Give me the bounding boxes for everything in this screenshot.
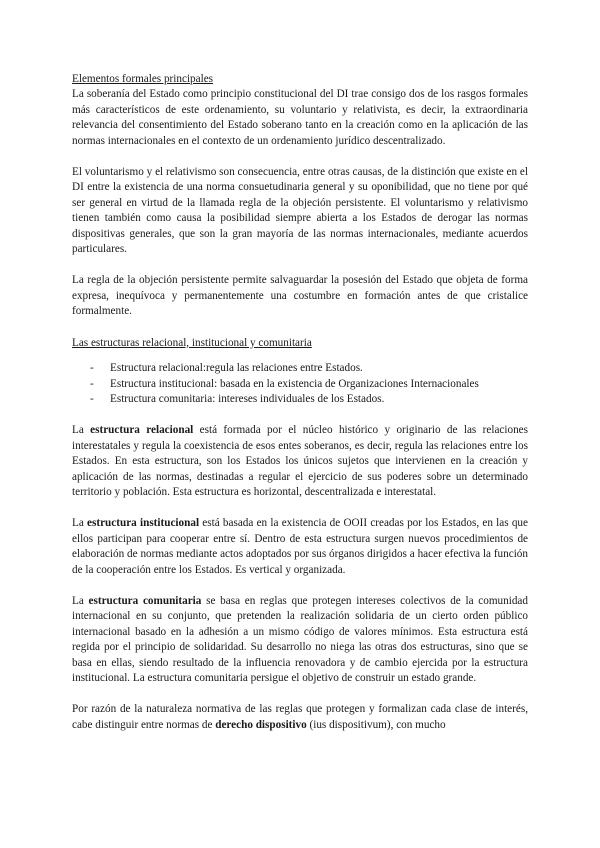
text-run: está formada por el núcleo histórico y originario de las relaciones interestatales y regula la coexistencia de esos entes soberanos, es decir, regula las relaciones entre los Estados. En esta estructura, son los Estados los únicos sujetos que intervienen en la creación y aplicación de las normas, destinadas a regular el ejercicio de sus poderes sobre un determinado territorio y población. Esta estructura es horizontal, descentralizada e interestatal. — [72, 424, 528, 498]
list-item-text: Estructura institucional: basada en la existencia de Organizaciones Internacionales — [110, 377, 479, 390]
list-item-text: Estructura relacional:regula las relaciones entre Estados. — [110, 362, 363, 375]
text-run: está basada en la existencia de OOII creadas por los Estados, en las que ellos participan para cooperar entre sí. Dentro de esta estructura surgen nuevos procedimientos de elaboración de normas mediante actos adoptados por sus órganos dirigidos a hacer efectiva la función de la cooperación entre los Estados. Es vertical y organizada. — [72, 517, 528, 576]
section-heading-formal-elements: Elementos formales principales — [72, 73, 214, 85]
paragraph-dispositive-law — [72, 702, 528, 733]
list-item — [72, 361, 528, 376]
paragraph-relational — [72, 423, 528, 500]
paragraph-sovereignty: La soberanía del Estado como principio constitucional del DI trae consigo dos de los rasgos formales más característicos de este ordenamiento, su voluntario y relativista, es decir, la extraordinaria relevancia del consentimiento del Estado soberano tanto en la creación como en la aplicación de las normas internacionales en el contexto de un ordenamiento jurídico descentralizado. — [72, 88, 528, 147]
bullet-dash: - — [90, 392, 94, 405]
text-run: Por razón de la naturaleza normativa de las reglas que protegen y formalizan cada clase de interés, cabe distinguir entre normas de — [72, 703, 528, 731]
bullet-dash: - — [90, 362, 94, 375]
paragraph-persistent-objection: La regla de la objeción persistente permite salvaguardar la posesión del Estado que objeta de forma expresa, inequívoca y permanentemente una costumbre en formación antes de que cristalice formalmente. — [72, 274, 528, 318]
text-run: La — [72, 594, 89, 607]
bold-term-dispositive-law: derecho dispositivo — [215, 718, 307, 731]
bold-term-relational: estructura relacional — [90, 424, 194, 437]
list-item-text: Estructura comunitaria: intereses individuales de los Estados. — [110, 392, 385, 405]
bullet-dash: - — [90, 377, 94, 390]
text-run: La — [72, 517, 88, 530]
bold-term-institutional: estructura institucional — [87, 517, 200, 530]
paragraph-institutional — [72, 516, 528, 578]
paragraph-community — [72, 594, 528, 686]
paragraph-voluntarism: El voluntarismo y el relativismo son consecuencia, entre otras causas, de la distinción que existe en el DI entre la existencia de una norma consuetudinaria general y su oponibilidad, que no tiene por qué ser general en virtud de la llamada regla de la objeción persistente. El voluntarismo y relativismo tienen también como causa la posibilidad siempre abierta a los Estados de derogar las normas dispositivas generales, que son la gran mayoría de las normas internacionales, mediante acuerdos particulares. — [72, 166, 528, 256]
section-heading-structures: Las estructuras relacional, institucional y comunitaria — [72, 336, 312, 349]
list-item — [72, 392, 528, 407]
text-run: (ius dispositivum), con mucho — [306, 718, 446, 731]
text-run: La — [72, 424, 91, 437]
text-run: se basa en reglas que protegen intereses colectivos de la comunidad internacional en su conjunto, que pretenden la realización solidaria de un cierto orden público internacional basado en la adhesión a un mismo código de valores mínimos. Esta estructura está regida por el principio de solidaridad. Su desarrollo no niega las otras dos estructuras, sino que se basa en ellas, siendo resultado de la influencia renovadora y de cambio ejercida por la estructura institucional. La estructura comunitaria persigue el objetivo de construir un estado grande. — [72, 594, 528, 684]
list-item — [72, 377, 528, 392]
bold-term-community: estructura comunitaria — [88, 594, 202, 607]
structures-list — [72, 361, 528, 407]
